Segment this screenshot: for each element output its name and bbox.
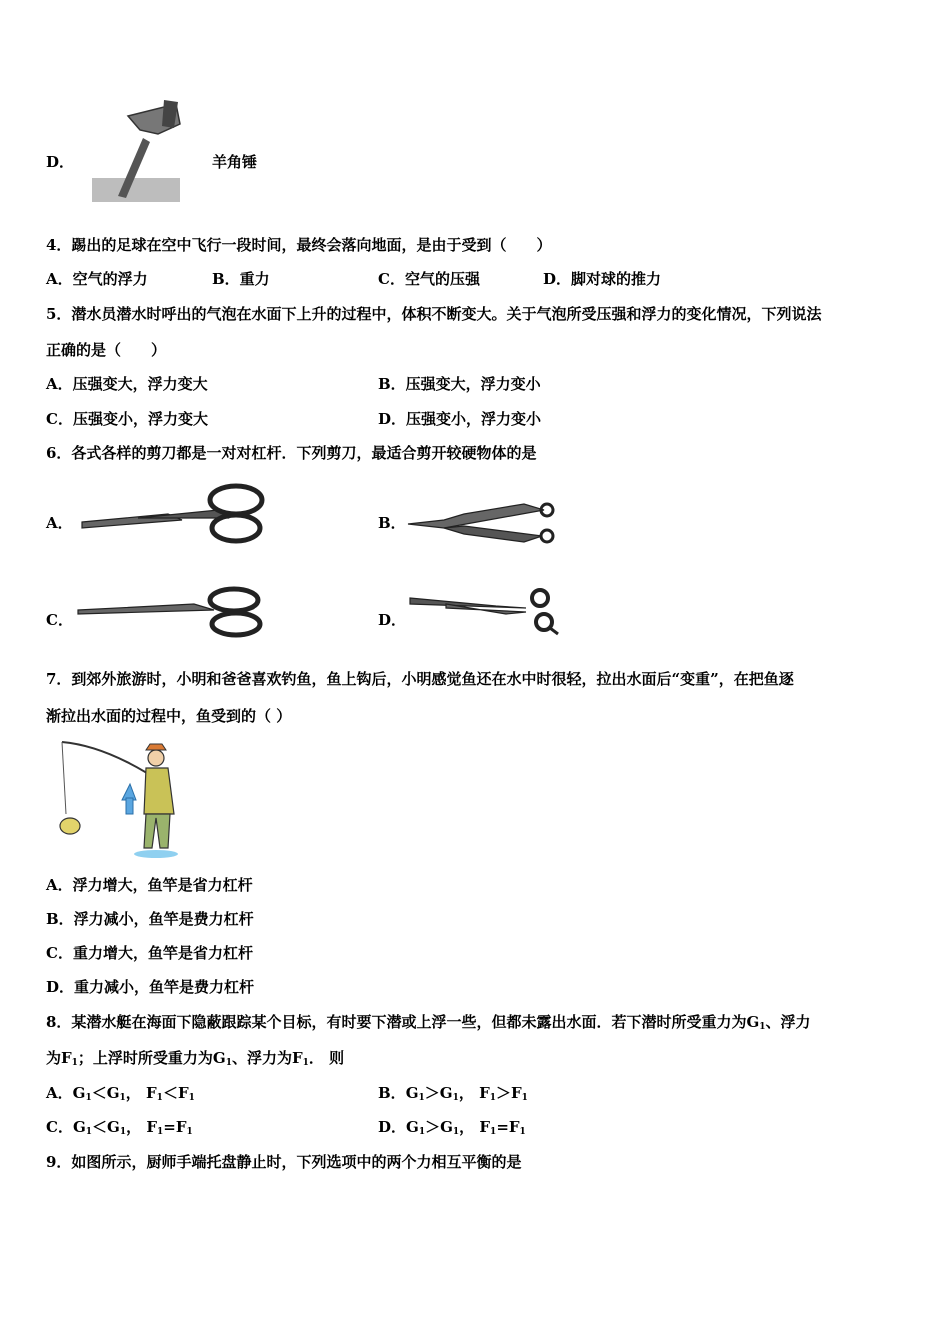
wood-block [92,178,180,202]
fishing-line [62,742,66,814]
q3-option-d-label: 羊角锤 [212,153,258,171]
q5-stem-line2: 正确的是（ ） [46,341,167,359]
q8-option-c: C．$G_1<G_1$， $F_1=F_1$ [46,1118,193,1137]
q7-option-b: B．浮力减小，鱼竿是费力杠杆 [46,910,254,928]
q5-option-b: B．压强变大，浮力变小 [378,375,541,393]
fisherman-head [148,750,164,766]
fishing-figure [48,736,198,866]
q6-option-c-letter: C． [46,611,73,629]
q6-option-d-letter: D． [378,611,407,629]
fisherman-legs [144,814,170,848]
q8-option-a: A．$G_1<G_1$， $F_1<F_1$ [46,1084,195,1103]
q5-stem-line1: 5．潜水员潜水时呼出的气泡在水面下上升的过程中，体积不断变大。关于气泡所受压强和浮力的变化情况，下列说法 [46,305,822,323]
q7-option-c: C．重力增大，鱼竿是省力杠杆 [46,944,253,962]
q5-option-a: A．压强变大，浮力变大 [46,375,208,393]
q4-stem: 4．踢出的足球在空中飞行一段时间，最终会落向地面，是由于受到（ ） [46,236,552,254]
q9-stem: 9．如图所示，厨师手端托盘静止时，下列选项中的两个力相互平衡的是 [46,1153,522,1171]
q3-option-d-letter: D． [46,153,75,171]
q5-option-c: C．压强变小，浮力变大 [46,410,208,428]
q7-option-a: A．浮力增大，鱼竿是省力杠杆 [46,876,253,894]
fisherman-body [144,768,174,814]
q6-option-a-letter: A． [46,514,73,532]
q8-stem-line1: 8．某潜水艇在海面下隐蔽跟踪某个目标，有时要下潜或上浮一些，但都未露出水面．若下潜时所受重力为$G_1$、浮力 [46,1013,811,1032]
q7-stem-line1: 7．到郊外旅游时，小明和爸爸喜欢钓鱼，鱼上钩后，小明感觉鱼还在水中时很轻，拉出水面后“变重”，在把鱼逐 [46,670,794,688]
scissors-c-figure [74,584,264,640]
hat [146,744,166,750]
q5-option-d: D．压强变小，浮力变小 [378,410,542,428]
q4-option-c: C．空气的压强 [378,270,480,288]
q8-option-d: D．$G_1>G_1$， $F_1=F_1$ [378,1118,526,1137]
water [134,850,178,858]
q8-stem-line2: 为$F_1$；上浮时所受重力为$G_1$、浮力为$F_1$． 则 [46,1049,345,1068]
q4-option-d: D．脚对球的推力 [543,270,662,288]
q7-stem-line2: 渐拉出水面的过程中，鱼受到的（ ） [46,707,292,725]
q6-option-b-letter: B． [378,514,406,532]
q4-option-b: B．重力 [212,270,270,288]
scissors-d-figure [406,584,566,640]
scissors-b-figure [404,494,564,550]
fish [60,818,80,834]
q4-option-a: A．空气的浮力 [46,270,148,288]
q7-option-d: D．重力减小，鱼竿是费力杠杆 [46,978,255,996]
q8-option-b: B．$G_1>G_1$， $F_1>F_1$ [378,1084,528,1103]
q6-stem: 6．各式各样的剪刀都是一对对杠杆．下列剪刀，最适合剪开较硬物体的是 [46,444,537,462]
claw-hammer-figure [88,98,188,208]
scissors-a-figure [78,478,268,548]
